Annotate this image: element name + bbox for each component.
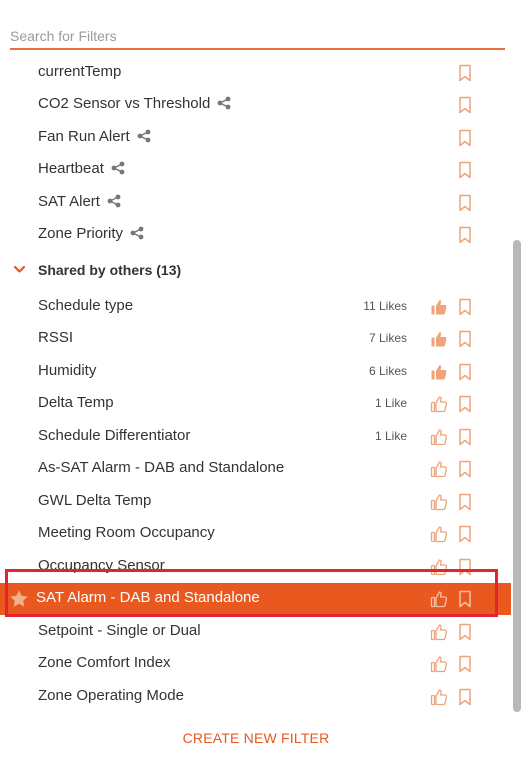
bookmark-icon[interactable]	[458, 590, 472, 608]
bookmark-icon[interactable]	[458, 493, 472, 511]
filter-label: Schedule type	[38, 297, 134, 314]
thumbs-up-filled-icon[interactable]	[430, 330, 448, 348]
thumbs-up-filled-icon[interactable]	[430, 363, 448, 381]
bookmark-icon[interactable]	[458, 161, 472, 179]
thumbs-up-icon[interactable]	[430, 558, 448, 576]
filter-label: GWL Delta Temp	[38, 492, 152, 509]
filter-row[interactable]	[0, 681, 511, 713]
bookmark-icon[interactable]	[458, 64, 472, 82]
create-new-filter-button[interactable]: CREATE NEW FILTER	[182, 730, 330, 746]
thumbs-up-icon[interactable]	[430, 460, 448, 478]
filter-label: SAT Alert	[38, 193, 100, 210]
bookmark-icon[interactable]	[458, 623, 472, 641]
filter-row[interactable]	[0, 616, 511, 648]
filter-row[interactable]	[0, 388, 511, 420]
filter-row[interactable]	[0, 323, 511, 355]
filter-label: SAT Alarm - DAB and Standalone	[36, 589, 260, 606]
shared-group-header[interactable]	[0, 256, 511, 284]
filter-label: As-SAT Alarm - DAB and Standalone	[38, 459, 285, 476]
filter-label: Delta Temp	[38, 394, 114, 411]
bookmark-icon[interactable]	[458, 460, 472, 478]
chevron-down-icon	[13, 263, 26, 276]
filter-row[interactable]	[0, 291, 511, 323]
likes-count: 6 Likes	[368, 364, 407, 378]
filter-row[interactable]	[0, 57, 511, 89]
filter-row[interactable]	[0, 648, 511, 680]
bookmark-icon[interactable]	[458, 688, 472, 706]
filter-row[interactable]	[0, 486, 511, 518]
filter-row[interactable]	[0, 187, 511, 219]
thumbs-up-icon[interactable]	[430, 493, 448, 511]
share-icon	[137, 129, 151, 143]
thumbs-up-icon[interactable]	[430, 525, 448, 543]
filter-row-selected[interactable]	[0, 583, 511, 615]
thumbs-up-icon[interactable]	[430, 395, 448, 413]
thumbs-up-icon[interactable]	[430, 655, 448, 673]
group-label: Shared by others (13)	[38, 262, 182, 278]
bookmark-icon[interactable]	[458, 363, 472, 381]
filter-label: Heartbeat	[38, 160, 104, 177]
filter-label: Zone Comfort Index	[38, 654, 171, 671]
filter-label: currentTemp	[38, 63, 122, 80]
bookmark-icon[interactable]	[458, 194, 472, 212]
thumbs-up-icon[interactable]	[430, 688, 448, 706]
thumbs-up-icon[interactable]	[430, 590, 448, 608]
share-icon	[107, 194, 121, 208]
filter-label: Meeting Room Occupancy	[38, 524, 215, 541]
bookmark-icon[interactable]	[458, 96, 472, 114]
filter-label: RSSI	[38, 329, 74, 346]
filter-label: Occupancy Sensor	[38, 557, 165, 574]
filter-label: Zone Priority	[38, 225, 124, 242]
bookmark-icon[interactable]	[458, 298, 472, 316]
bookmark-icon[interactable]	[458, 395, 472, 413]
filter-row[interactable]	[0, 122, 511, 154]
filter-label: Schedule Differentiator	[38, 427, 191, 444]
filter-label: Zone Operating Mode	[38, 687, 184, 704]
filter-row[interactable]	[0, 551, 511, 583]
filter-label: Setpoint - Single or Dual	[38, 622, 201, 639]
bookmark-icon[interactable]	[458, 655, 472, 673]
share-icon	[130, 226, 144, 240]
share-icon	[111, 161, 125, 175]
bookmark-icon[interactable]	[458, 428, 472, 446]
filter-row[interactable]	[0, 356, 511, 388]
likes-count: 1 Like	[374, 396, 407, 410]
thumbs-up-icon[interactable]	[430, 623, 448, 641]
filter-row[interactable]	[0, 154, 511, 186]
bookmark-icon[interactable]	[458, 129, 472, 147]
likes-count: 7 Likes	[368, 331, 407, 345]
filter-row[interactable]	[0, 518, 511, 550]
filter-row[interactable]	[0, 453, 511, 485]
filter-label: Humidity	[38, 362, 97, 379]
bookmark-icon[interactable]	[458, 330, 472, 348]
search-input[interactable]	[10, 18, 505, 50]
scrollbar-thumb[interactable]	[513, 240, 521, 712]
thumbs-up-filled-icon[interactable]	[430, 298, 448, 316]
thumbs-up-icon[interactable]	[430, 428, 448, 446]
bookmark-icon[interactable]	[458, 226, 472, 244]
filter-label: CO2 Sensor vs Threshold	[38, 95, 211, 112]
bookmark-icon[interactable]	[458, 558, 472, 576]
likes-count: 11 Likes	[363, 299, 407, 313]
filter-row[interactable]	[0, 219, 511, 251]
star-icon[interactable]	[9, 589, 29, 609]
filter-row[interactable]	[0, 421, 511, 453]
filter-row[interactable]	[0, 89, 511, 121]
bookmark-icon[interactable]	[458, 525, 472, 543]
filter-label: Fan Run Alert	[38, 128, 130, 145]
share-icon	[217, 96, 231, 110]
likes-count: 1 Like	[374, 429, 407, 443]
search-field-container	[10, 18, 505, 50]
